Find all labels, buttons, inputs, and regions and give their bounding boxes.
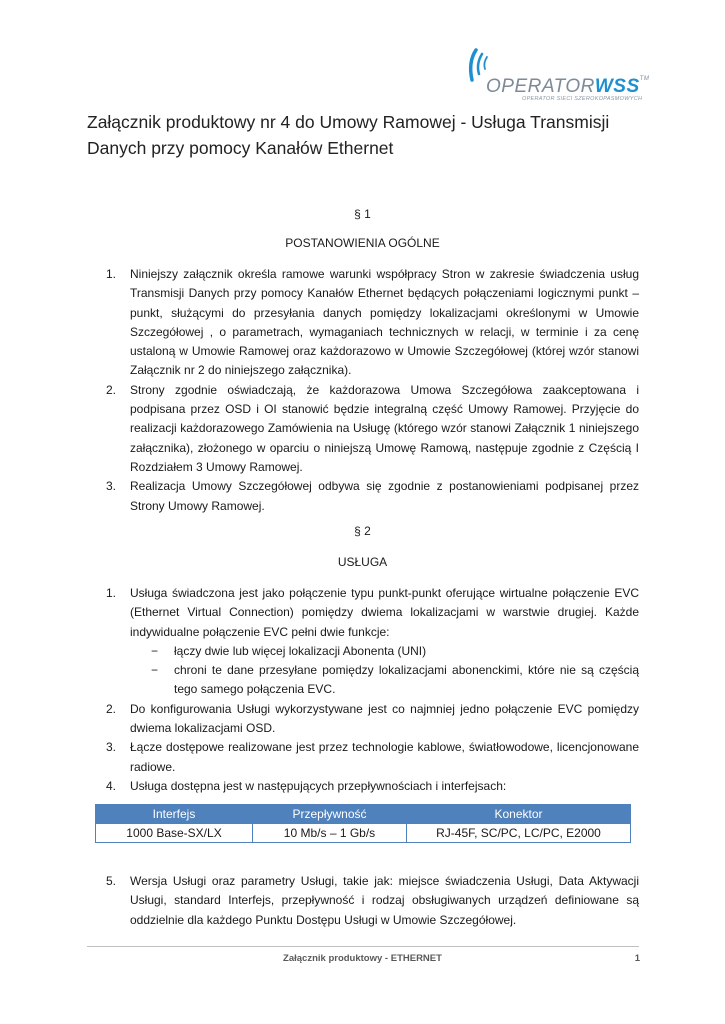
- list-text: Do konfigurowania Usługi wykorzystywane jest co najmniej jedno połączenie EVC pomiędzy dwiema lokalizacjami OSD.: [130, 701, 639, 736]
- list-number: 4.: [106, 778, 117, 793]
- list-number: 3.: [106, 740, 117, 755]
- section2-mark: § 2: [354, 524, 371, 538]
- logo-wordmark: [486, 76, 649, 98]
- list-item: [87, 872, 639, 930]
- table-header-cell: Konektor: [407, 805, 631, 824]
- list-item: [87, 738, 639, 777]
- table-header-cell: Przepływność: [253, 805, 407, 824]
- page-number: 1: [634, 953, 640, 964]
- dash-mark: −: [151, 663, 159, 678]
- list-text: Wersja Usługi oraz parametry Usługi, takie jak: miejsce świadczenia Usługi, Data Aktywacji Usługi, standard Interfejs, przepływność i rodzaj obsługiwanych urządzeń definiowane są oddzielnie dla każdego Punktu Dostępu Usługi w Umowie Szczegółowej.: [130, 874, 639, 927]
- list-number: 1.: [106, 267, 117, 281]
- list-text: Usługa świadczona jest jako połączenie typu punkt-punkt oferujące wirtualne połączenie EVC (Ethernet Virtual Connection) pomiędzy dwiema lokalizacjami w warstwie drugiej. Każde indywidualne połączenie EVC pełni dwie funkcje:: [130, 586, 639, 639]
- table-header-cell: Interfejs: [96, 805, 253, 824]
- footer-label: Załącznik produktowy - ETHERNET: [283, 953, 442, 964]
- section1-heading: POSTANOWIENIA OGÓLNE: [285, 236, 440, 250]
- table-cell: RJ-45F, SC/PC, LC/PC, E2000: [407, 824, 631, 843]
- list-item: [87, 777, 639, 796]
- list-item: [87, 700, 639, 739]
- list-text: Niniejszy załącznik określa ramowe warunki współpracy Stron w zakresie świadczenia usług Transmisji Danych przy pomocy Kanałów Ethernet będących połączeniami logicznymi punkt – punkt, służącymi do przesyłania danych pomiędzy lokalizacjami określonymi w Umowie Szczegółowej , o parametrach, wymaganiach technicznych w relacji, w terminie i za cenę ustaloną w Umowie Ramowej oraz każdorazowo w Umowie Szczegółowej (której wzór stanowi Załącznik nr 2 do niniejszego załącznika).: [130, 267, 639, 378]
- section2-list: [87, 584, 639, 796]
- section2-heading: USŁUGA: [337, 555, 388, 569]
- dash-item: [130, 642, 639, 661]
- footer-divider: [87, 946, 639, 947]
- logo-word-light: OPERATOR: [486, 76, 595, 97]
- logo-tm: TM: [639, 76, 650, 82]
- logo-tagline: OPERATOR SIECI SZEROKOPASMOWYCH: [522, 96, 643, 102]
- list-number: 1.: [106, 586, 117, 600]
- operator-wss-logo: [466, 46, 650, 104]
- dash-text: chroni te dane przesyłane pomiędzy lokalizacjami abonenckimi, które nie są częścią tego samego połączenia EVC.: [174, 663, 639, 697]
- spec-table: [95, 804, 631, 843]
- list-text: Realizacja Umowy Szczegółowej odbywa się zgodnie z postanowieniami podpisanej przez Strony Umowy Ramowej.: [130, 479, 639, 513]
- logo-word-bold: WSS: [594, 76, 640, 97]
- list-number: 2.: [106, 382, 117, 397]
- dash-list: [130, 642, 639, 700]
- table-cell: 10 Mb/s – 1 Gb/s: [253, 824, 407, 843]
- list-text: Strony zgodnie oświadczają, że każdorazowa Umowa Szczegółowa zaakceptowana i podpisana przez OSD i OI stanowić będzie integralną część Umowy Ramowej. Przyjęcie do realizacji każdorazowego Zamówienia na Usługę (którego wzór stanowi Załącznik 1 niniejszego załącznika), złożonego w oparciu o niniejszą Umowę Ramową, następuje zgodnie z Częścią I Rozdziałem 3 Umowy Ramowej.: [130, 382, 639, 474]
- section1-mark: § 1: [354, 207, 371, 221]
- dash-item: [130, 661, 639, 700]
- list-number: 5.: [106, 874, 117, 888]
- table-row: [96, 824, 631, 843]
- list-item: [87, 265, 639, 381]
- list-number: 3.: [106, 479, 117, 494]
- table-cell: 1000 Base-SX/LX: [96, 824, 253, 843]
- section1-list: [87, 265, 639, 516]
- document-title: Załącznik produktowy nr 4 do Umowy Ramowej - Usługa Transmisji Danych przy pomocy Kanałów Ethernet: [87, 112, 610, 158]
- list-text: Usługa dostępna jest w następujących przepływnościach i interfejsach:: [130, 778, 507, 793]
- dash-text: łączy dwie lub więcej lokalizacji Abonenta (UNI): [174, 643, 427, 658]
- dash-mark: −: [151, 643, 159, 658]
- list-number: 2.: [106, 701, 117, 716]
- list-item: [87, 477, 639, 516]
- list-text: Łącze dostępowe realizowane jest przez technologie kablowe, światłowodowe, licencjonowane radiowe.: [130, 740, 639, 774]
- table-header-row: [96, 805, 631, 824]
- list-item: [87, 584, 639, 700]
- list-item: [87, 381, 639, 477]
- section2-list-cont: [87, 872, 639, 930]
